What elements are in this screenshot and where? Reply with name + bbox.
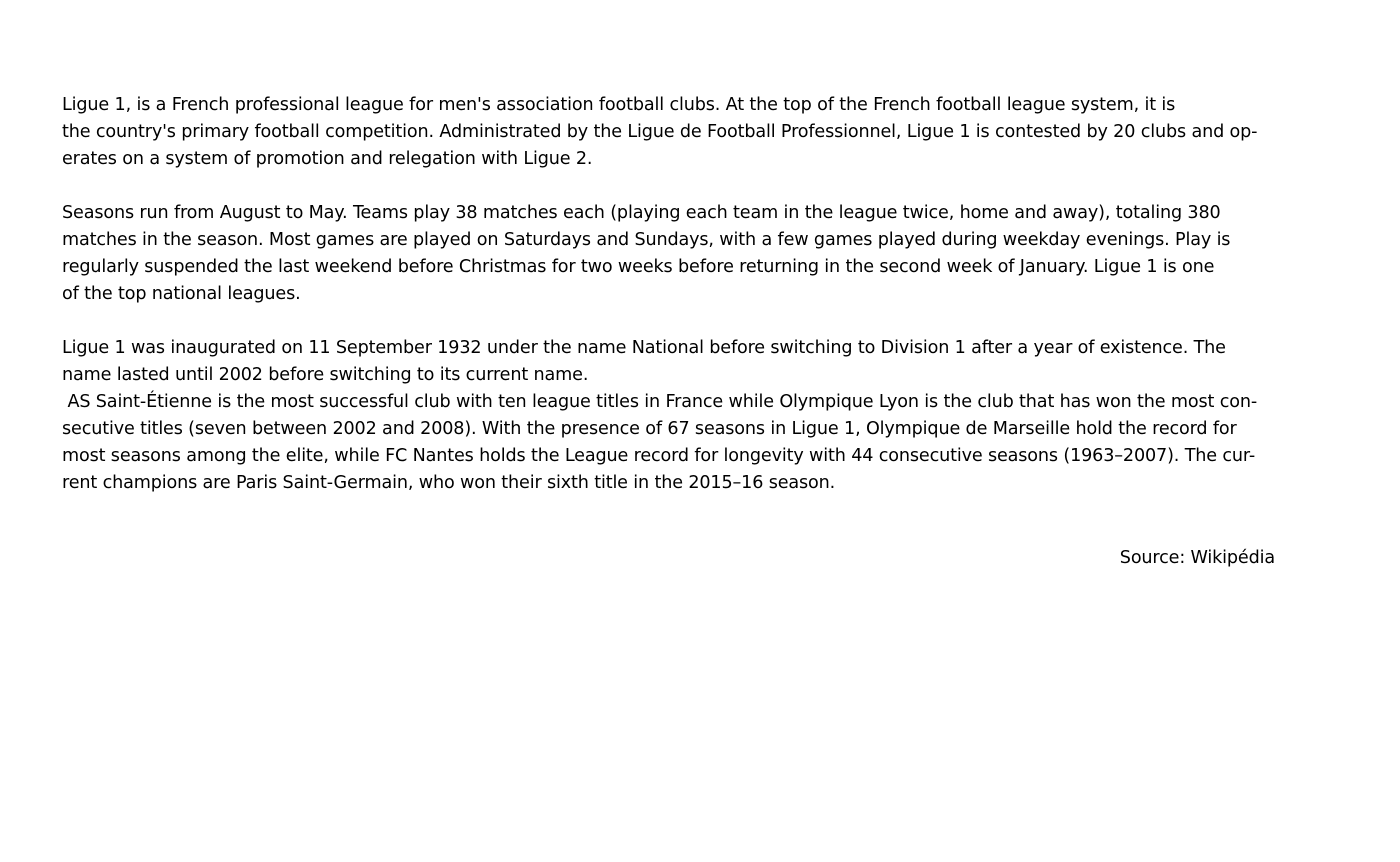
paragraph-line: name lasted until 2002 before switching to its current name. [62,365,589,385]
paragraph-line: Ligue 1 was inaugurated on 11 September 1932 under the name National before switching to Division 1 after a year of existence. The [62,338,1226,358]
paragraph-line: erates on a system of promotion and relegation with Ligue 2. [62,149,593,169]
paragraph-line: most seasons among the elite, while FC Nantes holds the League record for longevity with 44 consecutive seasons (1963–2007). The cur- [62,446,1256,466]
paragraph-3 [62,335,1338,497]
source-attribution: Source: Wikipédia [1119,548,1275,568]
paragraph-line: rent champions are Paris Saint-Germain, who won their sixth title in the 2015–16 season. [62,473,836,493]
paragraph-2 [62,200,1338,308]
paragraph-1 [62,92,1338,173]
paragraph-line: of the top national leagues. [62,284,301,304]
paragraph-spacer [62,173,1338,200]
paragraph-line: the country's primary football competition. Administrated by the Ligue de Football Professionnel, Ligue 1 is contested by 20 clubs and op- [62,122,1258,142]
article-body [62,92,1338,497]
paragraph-line: Seasons run from August to May. Teams play 38 matches each (playing each team in the league twice, home and away), totaling 380 [62,203,1221,223]
paragraph-line: matches in the season. Most games are played on Saturdays and Sundays, with a few games played during weekday evenings. Play is [62,230,1231,250]
paragraph-line: secutive titles (seven between 2002 and 2008). With the presence of 67 seasons in Ligue 1, Olympique de Marseille hold the record for [62,419,1237,439]
paragraph-line: AS Saint-Étienne is the most successful club with ten league titles in France while Olympique Lyon is the club that has won the most con- [62,392,1258,412]
paragraph-line: Ligue 1, is a French professional league for men's association football clubs. At the top of the French football league system, it is [62,95,1176,115]
paragraph-line: regularly suspended the last weekend before Christmas for two weeks before returning in the second week of January. Ligue 1 is one [62,257,1215,277]
paragraph-spacer [62,308,1338,335]
